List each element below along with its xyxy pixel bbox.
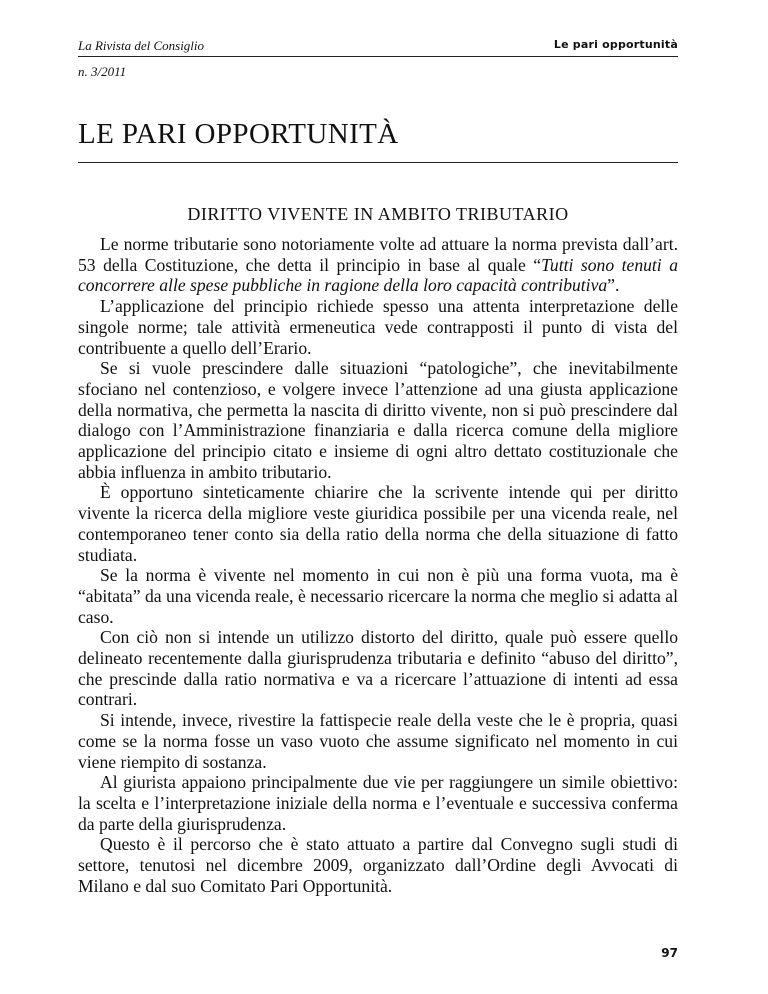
paragraph-1-closing: ”.	[607, 275, 620, 296]
paragraph-6: Con ciò non si intende un utilizzo distorto del diritto, quale può essere quello delineato recentemente dalla giurisprudenza tributaria e definito “abuso del diritto”, che prescinde dalla ratio normativa e va a ricercare l’attuazione di intenti ad essa contrari.	[78, 627, 678, 710]
article-title: DIRITTO VIVENTE IN AMBITO TRIBUTARIO	[187, 204, 569, 224]
section-title-rule	[78, 162, 678, 163]
running-header	[78, 38, 678, 56]
running-section-title: Le pari opportunità	[553, 38, 678, 51]
constitution-quote: Tutti sono tenuti a concorrere alle spese pubbliche in ragione della loro capacità contributiva	[78, 254, 678, 296]
paragraph-7: Si intende, invece, rivestire la fattispecie reale della veste che le è propria, quasi come se la norma fosse un vaso vuoto che assume significato nel momento in cui viene riempito di sostanza.	[78, 710, 678, 772]
journal-name: La Rivista del Consiglio	[78, 38, 205, 53]
paragraph-8: Al giurista appaiono principalmente due vie per raggiungere un simile obiettivo: la scelta e l’interpretazione iniziale della norma e l’eventuale e successiva conferma da parte della giurisprudenza.	[78, 772, 678, 834]
paragraph-3: Se si vuole prescindere dalle situazioni “patologiche”, che inevitabilmente sfociano nel contenzioso, e volgere invece l’attenzione ad una giusta applicazione della normativa, che permetta la nascita di diritto vivente, non si può prescindere dal dialogo con l’Amministrazione finanziaria e dalla ricerca comune della migliore applicazione del principio citato e insieme di ogni altro dettato costituzionale che abbia influenza in ambito tributario.	[78, 358, 678, 482]
paragraph-4: È opportuno sinteticamente chiarire che la scrivente intende qui per diritto vivente la ricerca della migliore veste giuridica possibile per una vicenda reale, nel contemporaneo tener conto sia della ratio della norma che della situazione di fatto studiata.	[78, 482, 678, 565]
header-rule	[78, 56, 678, 57]
document-page	[78, 0, 678, 994]
paragraph-1	[78, 234, 678, 296]
paragraph-2: L’applicazione del principio richiede spesso una attenta interpretazione delle singole norme; tale attività ermeneutica vede contrapposti il punto di vista del contribuente a quello dell’Erario.	[78, 296, 678, 358]
article-body	[78, 234, 678, 897]
page-number: 97	[661, 946, 678, 960]
paragraph-1-text: Le norme tributarie sono notoriamente volte ad attuare la norma prevista dall’art. 53 della Costituzione, che detta il principio in base al quale “	[78, 234, 678, 275]
paragraph-9: Questo è il percorso che è stato attuato a partire dal Convegno sugli studi di settore, tenutosi nel dicembre 2009, organizzato dall’Ordine degli Avvocati di Milano e dal suo Comitato Pari Opportunità.	[78, 834, 678, 896]
section-title: LE PARI OPPORTUNITÀ	[78, 118, 399, 150]
issue-number: n. 3/2011	[78, 64, 127, 79]
paragraph-5: Se la norma è vivente nel momento in cui non è più una forma vuota, ma è “abitata” da una vicenda reale, è necessario ricercare la norma che meglio si adatta al caso.	[78, 565, 678, 627]
